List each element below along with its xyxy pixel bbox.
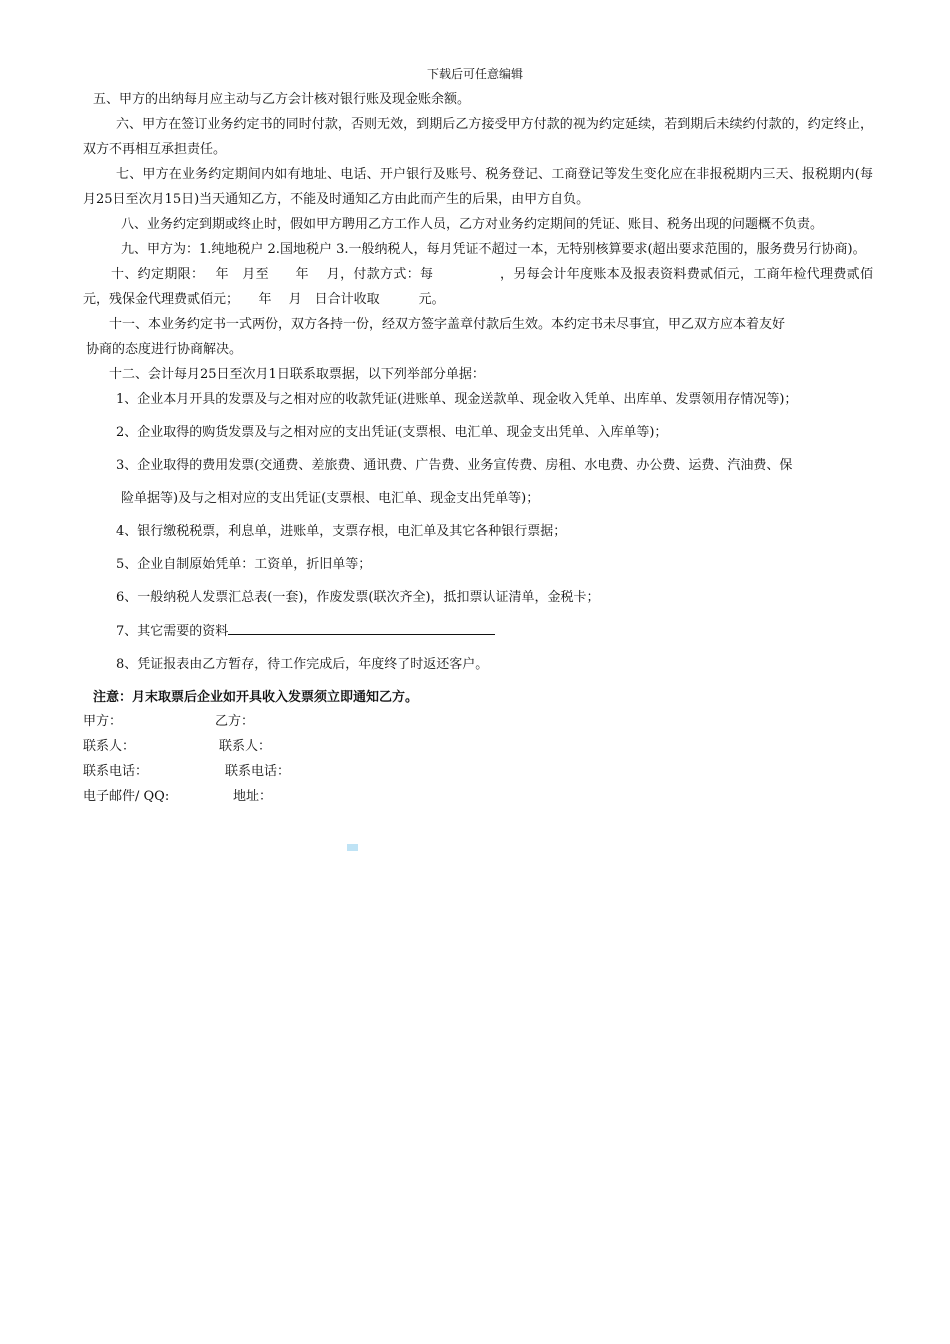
clause-11-line-2: 协商的态度进行协商解决。 (86, 342, 243, 357)
clause-11-line-1: 十一、本业务约定书一式两份，双方各持一份，经双方签字盖章付款后生效。本约定书未尽事宜，甲乙双方应本着友好 (109, 317, 786, 332)
list-item: 1、企业本月开具的发票及与之相对应的收款凭证(进账单、现金送款单、现金收入凭单、出库单、发票领用存情况等)； (116, 392, 798, 407)
clause-6: 六、甲方在签订业务约定书的同时付款，否则无效，到期后乙方接受甲方付款的视为约定延续，若到期后未续约付款的，约定终止，双方不再相互承担责任。 (83, 117, 873, 157)
party-b-label: 乙方： (215, 714, 255, 729)
signature-row-party (83, 709, 873, 734)
list-item: 5、企业自制原始凭单：工资单，折旧单等； (116, 557, 372, 572)
signature-row-phone (83, 759, 873, 784)
clause-12: 十二、会计每月25日至次月1日联系取票据，以下列举部分单据： (109, 367, 485, 382)
clause-10: 十、约定期限： 年 月至 年 月，付款方式：每 ，另每会计年度账本及报表资料费贰佰元，工商年检代理费贰佰元，残保金代理费贰佰元； 年 月 日合计收取 元。 (83, 267, 873, 307)
signature-row-contact (83, 734, 873, 759)
list-item: 4、银行缴税税票，利息单，进账单，支票存根，电汇单及其它各种银行票据； (116, 524, 567, 539)
clause-9: 九、甲方为：1.纯地税户 2.国地税户 3.一般纳税人，每月凭证不超过一本，无特别核算要求(超出要求范围的，服务费另行协商)。 (121, 242, 866, 257)
email-a-label: 电子邮件/ QQ: (83, 789, 170, 804)
list-item: 8、凭证报表由乙方暂存，待工作完成后，年度终了时返还客户。 (116, 657, 489, 672)
list-item: 6、一般纳税人发票汇总表(一套)，作废发票(联次齐全)，抵扣票认证清单，金税卡； (116, 590, 600, 605)
list-item-continuation: 险单据等)及与之相对应的支出凭证(支票根、电汇单、现金支出凭单等)； (121, 491, 540, 506)
address-b-label: 地址： (233, 789, 273, 804)
page-header: 下载后可任意编辑 (426, 67, 523, 81)
document-list (83, 389, 873, 676)
list-item: 7、其它需要的资料 (83, 620, 873, 643)
list-item: 2、企业取得的购货发票及与之相对应的支出凭证(支票根、电汇单、现金支出凭单、入库单等)； (116, 425, 668, 440)
clause-11 (83, 312, 873, 362)
list-item: 3、企业取得的费用发票(交通费、差旅费、通讯费、广告费、业务宣传费、房租、水电费、办公费、运费、汽油费、保 险单据等)及与之相对应的支出凭证(支票根、电汇单、现金支出凭单等)； (83, 455, 873, 510)
notice-text: 注意：月末取票后企业如开具收入发票须立即通知乙方。 (93, 690, 419, 705)
clause-8: 八、业务约定到期或终止时，假如甲方聘用乙方工作人员，乙方对业务约定期间的凭证、账目、税务出现的问题概不负责。 (121, 217, 824, 232)
party-a-label: 甲方： (83, 714, 123, 729)
signature-row-email (83, 784, 873, 809)
clause-5: 五、甲方的出纳每月应主动与乙方会计核对银行账及现金账余额。 (93, 92, 471, 107)
fill-in-blank[interactable] (228, 620, 495, 635)
contact-a-label: 联系人： (83, 739, 136, 754)
contact-b-label: 联系人： (219, 739, 272, 754)
phone-b-label: 联系电话： (225, 764, 291, 779)
highlight-mark (347, 844, 358, 851)
clause-7: 七、甲方在业务约定期间内如有地址、电话、开户银行及账号、税务登记、工商登记等发生变化应在非报税期内三天、报税期内(每月25日至次月15日)当天通知乙方，不能及时通知乙方由此而产生的后果，由甲方自负。 (83, 167, 873, 207)
phone-a-label: 联系电话： (83, 764, 149, 779)
contract-body (83, 87, 873, 809)
